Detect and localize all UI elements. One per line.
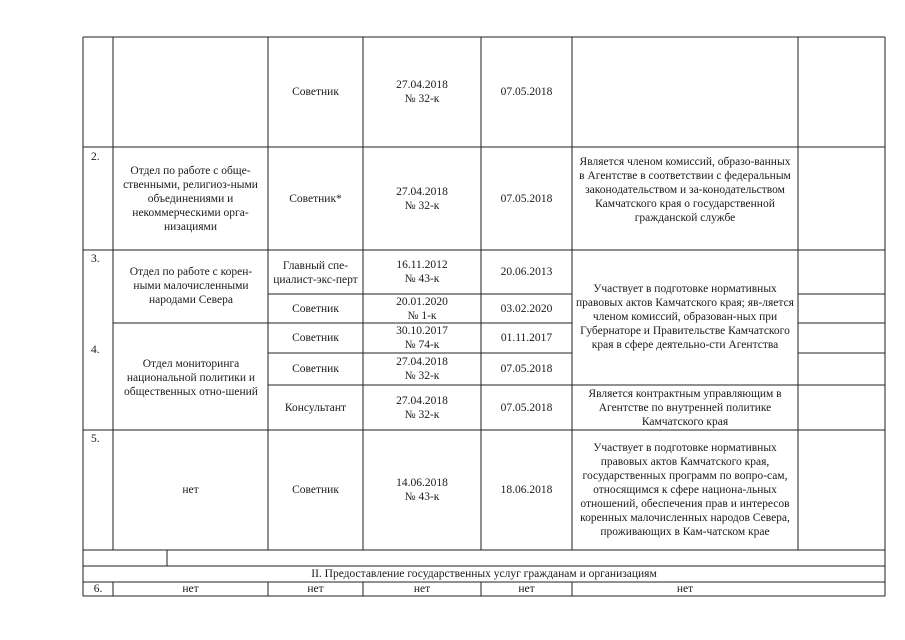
r5-description: Участвует в подготовке нормативных правовых актов Камчатского края, государственных программ по вопро-сам, относящимся к сфере национа-льных отношений, обеспечения прав и интересов коренных малочисленных народов Севера, проживающих в Кам-чатском крае bbox=[580, 442, 790, 538]
r4c-appointed: 07.05.2018 bbox=[500, 401, 553, 414]
r1-order bbox=[363, 37, 481, 147]
r4c-position: Консультант bbox=[284, 401, 347, 414]
r2-description: Является членом комиссий, образо-ванных в Агентстве в соответствии с федеральным законодательством и за-конодательством Камчатского края о государственной гражданской службе bbox=[579, 156, 791, 224]
r4c-order-date: 27.04.2018 bbox=[396, 394, 448, 407]
r2-appointed: 07.05.2018 bbox=[500, 192, 553, 205]
r4c-order bbox=[363, 385, 481, 430]
section-2-title: II. Предоставление государственных услуг гражданам и организациям bbox=[311, 568, 657, 580]
r4a-position: Советник bbox=[292, 332, 339, 344]
r6-c1: нет bbox=[182, 583, 199, 595]
r4a-order-no: № 74-к bbox=[404, 339, 440, 351]
r3-department: Отдел по работе с корен-ными малочисленными народами Севера bbox=[129, 266, 253, 306]
r4-department: Отдел мониторинга национальной политики и общественных отно-шений bbox=[124, 358, 258, 398]
r1-order-date: 27.04.2018 bbox=[396, 79, 448, 91]
r3a-appointed: 20.06.2013 bbox=[500, 266, 553, 278]
r6-c2: нет bbox=[307, 583, 324, 595]
r4-num: 4. bbox=[91, 344, 100, 356]
r4b-position: Советник bbox=[292, 363, 339, 375]
r3b-position: Советник bbox=[292, 302, 339, 315]
r5-order-no: № 43-к bbox=[404, 491, 440, 503]
r3b-order-no: № 1-к bbox=[407, 309, 437, 322]
r5-position: Советник bbox=[292, 484, 339, 496]
r3b-appointed: 03.02.2020 bbox=[500, 302, 553, 315]
r4b-appointed: 07.05.2018 bbox=[500, 363, 553, 375]
r1-position: Советник bbox=[292, 86, 339, 98]
r5-appointed: 18.06.2018 bbox=[500, 484, 553, 496]
r3a-position: Главный спе-циалист-экс-перт bbox=[273, 259, 358, 286]
r2-order-date: 27.04.2018 bbox=[396, 185, 448, 198]
r1-order-no: № 32-к bbox=[404, 93, 440, 105]
r3a-order bbox=[363, 250, 481, 294]
r4c-order-no: № 32-к bbox=[404, 408, 440, 421]
r2-num: 2. bbox=[91, 151, 100, 163]
r6-c3: нет bbox=[413, 583, 431, 595]
r4a-order bbox=[363, 323, 481, 353]
r3a-order-date: 16.11.2012 bbox=[396, 259, 448, 271]
r4b-order-no: № 32-к bbox=[404, 370, 440, 382]
r6-num: 6. bbox=[93, 583, 103, 595]
r2-department: Отдел по работе с обще-ственными, религиоз-ными объединениями и некоммерческими орга-низациями bbox=[123, 164, 258, 233]
r3a-order-no: № 43-к bbox=[404, 273, 440, 285]
r5-order-date: 14.06.2018 bbox=[396, 477, 448, 489]
r4c-description: Является контрактным управляющим в Агентстве по внутренней политике Камчатского края bbox=[588, 387, 782, 428]
r6-c5: нет bbox=[676, 583, 694, 595]
r3-num: 3. bbox=[91, 253, 100, 265]
r4a-appointed: 01.11.2017 bbox=[500, 332, 553, 344]
r3b-order-date: 20.01.2020 bbox=[396, 295, 448, 308]
r4b-order-date: 27.04.2018 bbox=[396, 356, 448, 368]
r4a-order-date: 30.10.2017 bbox=[396, 325, 448, 337]
r5-order bbox=[363, 430, 481, 550]
r5-department: нет bbox=[182, 484, 199, 496]
r2-order-no: № 32-к bbox=[404, 199, 440, 212]
r5-num: 5. bbox=[91, 433, 100, 445]
r3b-order bbox=[363, 294, 481, 323]
r6-c4: нет bbox=[518, 583, 535, 595]
r2-position: Советник* bbox=[289, 192, 342, 205]
shared-description: Участвует в подготовке нормативных правовых актов Камчатского края; яв-ляется членом комиссий, образован-ных при Губернаторе и Правительстве Камчатского края в сфере деятельно-сти Агентства bbox=[576, 283, 794, 351]
r4b-order bbox=[363, 353, 481, 385]
r1-appointed: 07.05.2018 bbox=[500, 86, 553, 98]
r2-order bbox=[363, 147, 481, 250]
